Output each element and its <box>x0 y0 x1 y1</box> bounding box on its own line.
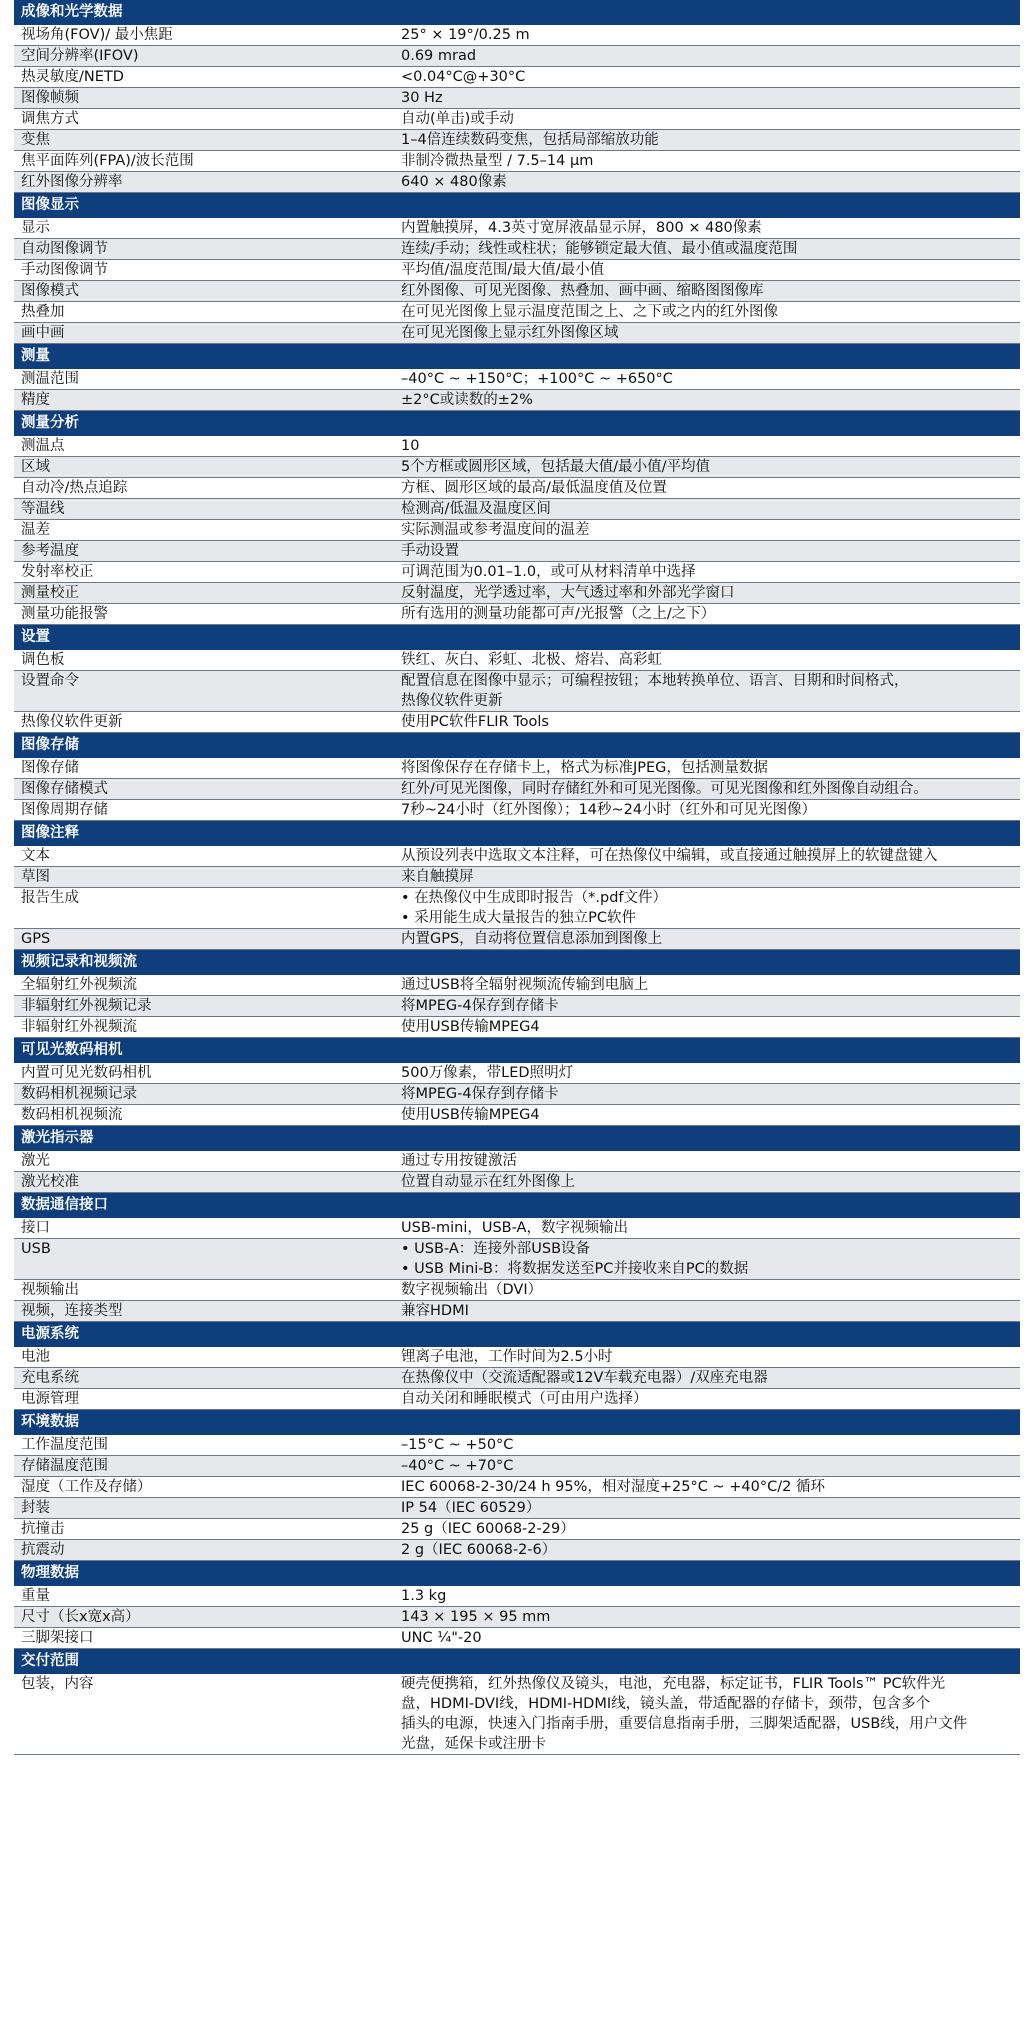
spec-value <box>401 1301 1020 1321</box>
spec-row <box>14 1674 1020 1755</box>
spec-value-line: 自动(单击)或手动 <box>401 111 514 127</box>
spec-value-line: 7秒~24小时（红外图像）；14秒~24小时（红外和可见光图像） <box>401 802 817 818</box>
spec-row <box>14 888 1020 929</box>
spec-label: 发射率校正 <box>21 564 94 580</box>
spec-value-line: 手动设置 <box>401 543 459 559</box>
spec-value-line: 内置触摸屏，4.3英寸宽屏液晶显示屏，800 × 480像素 <box>401 220 762 236</box>
spec-value <box>401 1435 1020 1455</box>
section-header: 图像存储 <box>14 733 1020 758</box>
spec-value <box>401 1063 1020 1083</box>
spec-value-line: 143 × 195 × 95 mm <box>401 1609 551 1625</box>
spec-value <box>401 1674 1020 1754</box>
spec-row <box>14 1218 1020 1239</box>
spec-row <box>14 1628 1020 1649</box>
spec-value <box>401 281 1020 301</box>
spec-value-line: 检测高/低温及温度区间 <box>401 501 551 517</box>
spec-value-line: 10 <box>401 438 420 454</box>
spec-value <box>401 888 1020 928</box>
spec-label: 工作温度范围 <box>21 1437 108 1453</box>
spec-row <box>14 478 1020 499</box>
spec-value-line: 将图像保存在存储卡上，格式为标准JPEG，包括测量数据 <box>401 760 768 776</box>
spec-value-line: 使用USB传输MPEG4 <box>401 1107 540 1123</box>
spec-row <box>14 671 1020 712</box>
spec-row <box>14 151 1020 172</box>
spec-value-line: 25° × 19°/0.25 m <box>401 27 530 43</box>
spec-row <box>14 1105 1020 1126</box>
spec-value <box>401 867 1020 887</box>
spec-value-line: 1–4倍连续数码变焦，包括局部缩放功能 <box>401 132 659 148</box>
spec-value <box>401 457 1020 477</box>
section-header: 环境数据 <box>14 1410 1020 1435</box>
spec-label: 画中画 <box>21 325 65 341</box>
spec-row <box>14 260 1020 281</box>
spec-value-line: 将MPEG-4保存到存储卡 <box>401 998 559 1014</box>
spec-value <box>401 975 1020 995</box>
spec-row <box>14 1347 1020 1368</box>
spec-row <box>14 1477 1020 1498</box>
spec-label: 非辐射红外视频记录 <box>21 998 152 1014</box>
spec-value <box>401 88 1020 108</box>
spec-label: 三脚架接口 <box>21 1630 94 1646</box>
spec-value <box>401 996 1020 1016</box>
spec-value-line: 640 × 480像素 <box>401 174 507 190</box>
spec-value-line: 内置GPS，自动将位置信息添加到图像上 <box>401 931 663 947</box>
spec-value-line: 来自触摸屏 <box>401 869 474 885</box>
spec-label: 存储温度范围 <box>21 1458 108 1474</box>
spec-value <box>401 800 1020 820</box>
spec-row <box>14 67 1020 88</box>
spec-label: 激光 <box>21 1153 50 1169</box>
spec-value-line: 从预设列表中选取文本注释，可在热像仪中编辑，或直接通过触摸屏上的软键盘键入 <box>401 848 938 864</box>
spec-value <box>401 390 1020 410</box>
spec-row <box>14 996 1020 1017</box>
spec-label: 变焦 <box>21 132 50 148</box>
spec-value-line: 在热像仪中（交流适配器或12V车载充电器）/双座充电器 <box>401 1370 768 1386</box>
spec-value-line: 位置自动显示在红外图像上 <box>401 1174 575 1190</box>
spec-label: 文本 <box>21 848 50 864</box>
spec-label: 热灵敏度/NETD <box>21 69 124 85</box>
spec-value-line: 自动关闭和睡眠模式（可由用户选择） <box>401 1391 648 1407</box>
spec-label: 温差 <box>21 522 50 538</box>
spec-row <box>14 1389 1020 1410</box>
spec-value-line: –40°C ~ +70°C <box>401 1458 514 1474</box>
spec-value <box>401 846 1020 866</box>
spec-label: 接口 <box>21 1220 50 1236</box>
spec-row <box>14 1280 1020 1301</box>
spec-label: 测温点 <box>21 438 65 454</box>
spec-label: 数码相机视频流 <box>21 1107 123 1123</box>
spec-value-line: 硬壳便携箱，红外热像仪及镜头，电池，充电器，标定证书，FLIR Tools™ PC软件光 <box>401 1676 946 1692</box>
spec-value-line: ±2°C或读数的±2% <box>401 392 533 408</box>
spec-row <box>14 800 1020 821</box>
spec-row <box>14 1586 1020 1607</box>
spec-label: 图像周期存储 <box>21 802 108 818</box>
spec-row <box>14 583 1020 604</box>
spec-value <box>401 218 1020 238</box>
spec-row <box>14 1301 1020 1322</box>
spec-value <box>401 260 1020 280</box>
spec-value <box>401 46 1020 66</box>
spec-label: 非辐射红外视频流 <box>21 1019 137 1035</box>
spec-row <box>14 1456 1020 1477</box>
spec-label: 测温范围 <box>21 371 79 387</box>
spec-label: 电源管理 <box>21 1391 79 1407</box>
spec-value-line: • USB Mini-B：将数据发送至PC并接收来自PC的数据 <box>401 1261 749 1277</box>
spec-row <box>14 650 1020 671</box>
spec-value <box>401 541 1020 561</box>
spec-row <box>14 109 1020 130</box>
spec-row <box>14 929 1020 950</box>
spec-value-line: 5个方框或圆形区域，包括最大值/最小值/平均值 <box>401 459 710 475</box>
spec-label: 湿度（工作及存储） <box>21 1479 152 1495</box>
section-header: 测量 <box>14 344 1020 369</box>
spec-value <box>401 1017 1020 1037</box>
spec-label: 报告生成 <box>21 890 79 906</box>
spec-value-line: • 在热像仪中生成即时报告（*.pdf文件） <box>401 890 668 906</box>
spec-label: 封装 <box>21 1500 50 1516</box>
spec-row <box>14 436 1020 457</box>
spec-value <box>401 1172 1020 1192</box>
spec-label: 包装，内容 <box>21 1676 94 1692</box>
spec-value-line: 通过专用按键激活 <box>401 1153 517 1169</box>
spec-row <box>14 1368 1020 1389</box>
spec-value <box>401 109 1020 129</box>
spec-value <box>401 929 1020 949</box>
spec-value <box>401 1456 1020 1476</box>
spec-row <box>14 1498 1020 1519</box>
spec-label: 自动冷/热点追踪 <box>21 480 128 496</box>
spec-label: 视场角(FOV)/ 最小焦距 <box>21 27 173 43</box>
spec-value <box>401 1607 1020 1627</box>
spec-row <box>14 369 1020 390</box>
spec-row <box>14 758 1020 779</box>
section-header: 激光指示器 <box>14 1126 1020 1151</box>
spec-value <box>401 671 1020 711</box>
spec-value <box>401 130 1020 150</box>
spec-value <box>401 478 1020 498</box>
spec-label: 调色板 <box>21 652 65 668</box>
spec-value-line: 数字视频输出（DVI） <box>401 1282 543 1298</box>
spec-value-line: 将MPEG-4保存到存储卡 <box>401 1086 559 1102</box>
spec-value-line: 热像仪软件更新 <box>401 693 503 709</box>
spec-value <box>401 436 1020 456</box>
spec-label: 尺寸（长x宽x高） <box>21 1609 140 1625</box>
spec-label: 显示 <box>21 220 50 236</box>
section-header: 设置 <box>14 625 1020 650</box>
spec-value <box>401 1280 1020 1300</box>
spec-value-line: 2 g（IEC 60068-2-6） <box>401 1542 557 1558</box>
spec-row <box>14 1519 1020 1540</box>
spec-row <box>14 499 1020 520</box>
spec-value-line: 在可见光图像上显示温度范围之上、之下或之内的红外图像 <box>401 304 778 320</box>
spec-value-line: 红外/可见光图像，同时存储红外和可见光图像。可见光图像和红外图像自动组合。 <box>401 781 928 797</box>
spec-row <box>14 867 1020 888</box>
spec-row <box>14 46 1020 67</box>
spec-label: 调焦方式 <box>21 111 79 127</box>
spec-value-line: 通过USB将全辐射视频流传输到电脑上 <box>401 977 649 993</box>
spec-label: 内置可见光数码相机 <box>21 1065 152 1081</box>
spec-label: 等温线 <box>21 501 65 517</box>
spec-value-line: –40°C ~ +150°C；+100°C ~ +650°C <box>401 371 673 387</box>
spec-row <box>14 218 1020 239</box>
spec-label: 重量 <box>21 1588 50 1604</box>
spec-label: 热像仪软件更新 <box>21 714 123 730</box>
spec-value <box>401 1540 1020 1560</box>
section-header: 电源系统 <box>14 1322 1020 1347</box>
spec-value-line: 使用PC软件FLIR Tools <box>401 714 549 730</box>
spec-row <box>14 1540 1020 1561</box>
spec-value-line: 1.3 kg <box>401 1588 447 1604</box>
spec-value <box>401 604 1020 624</box>
section-header: 测量分析 <box>14 411 1020 436</box>
spec-label: 图像模式 <box>21 283 79 299</box>
spec-value-line: 铁红、灰白、彩虹、北极、熔岩、高彩虹 <box>401 652 662 668</box>
spec-value-line: 锂离子电池，工作时间为2.5小时 <box>401 1349 613 1365</box>
spec-label: 设置命令 <box>21 673 79 689</box>
spec-value <box>401 1389 1020 1409</box>
spec-row <box>14 457 1020 478</box>
spec-value-line: 方框、圆形区域的最高/最低温度值及位置 <box>401 480 667 496</box>
spec-label: 抗震动 <box>21 1542 65 1558</box>
spec-label: 热叠加 <box>21 304 65 320</box>
section-header: 成像和光学数据 <box>14 0 1020 25</box>
spec-label: 区域 <box>21 459 50 475</box>
section-header: 图像显示 <box>14 193 1020 218</box>
spec-value-line: 红外图像、可见光图像、热叠加、画中画、缩略图图像库 <box>401 283 764 299</box>
spec-label: 空间分辨率(IFOV) <box>21 48 139 64</box>
spec-label: GPS <box>21 931 51 947</box>
spec-label: 全辐射红外视频流 <box>21 977 137 993</box>
spec-row <box>14 1172 1020 1193</box>
spec-row <box>14 520 1020 541</box>
spec-value <box>401 583 1020 603</box>
spec-label: 电池 <box>21 1349 50 1365</box>
spec-value <box>401 25 1020 45</box>
spec-label: 焦平面阵列(FPA)/波长范围 <box>21 153 194 169</box>
spec-value-line: 所有选用的测量功能都可声/光报警（之上/之下） <box>401 606 716 622</box>
spec-label: 草图 <box>21 869 50 885</box>
spec-value <box>401 1347 1020 1367</box>
spec-value-line: 在可见光图像上显示红外图像区域 <box>401 325 619 341</box>
spec-row <box>14 604 1020 625</box>
spec-label: 数码相机视频记录 <box>21 1086 137 1102</box>
section-header: 物理数据 <box>14 1561 1020 1586</box>
spec-row <box>14 541 1020 562</box>
spec-value-line: –15°C ~ +50°C <box>401 1437 514 1453</box>
spec-value <box>401 151 1020 171</box>
spec-row <box>14 779 1020 800</box>
spec-value <box>401 1477 1020 1497</box>
spec-row <box>14 975 1020 996</box>
spec-value <box>401 239 1020 259</box>
spec-value-line: 连续/手动；线性或柱状；能够锁定最大值、最小值或温度范围 <box>401 241 798 257</box>
spec-value-line: 使用USB传输MPEG4 <box>401 1019 540 1035</box>
spec-label: 精度 <box>21 392 50 408</box>
section-header: 数据通信接口 <box>14 1193 1020 1218</box>
spec-label: 自动图像调节 <box>21 241 108 257</box>
spec-value <box>401 1218 1020 1238</box>
spec-row <box>14 239 1020 260</box>
spec-value-line: IEC 60068-2-30/24 h 95%，相对湿度+25°C ~ +40°C/2 循环 <box>401 1479 825 1495</box>
spec-row <box>14 1151 1020 1172</box>
spec-value <box>401 1151 1020 1171</box>
spec-row <box>14 390 1020 411</box>
spec-value-line: 0.69 mrad <box>401 48 477 64</box>
spec-value <box>401 1239 1020 1279</box>
spec-row <box>14 846 1020 867</box>
spec-label: 激光校准 <box>21 1174 79 1190</box>
spec-row <box>14 130 1020 151</box>
spec-value <box>401 302 1020 322</box>
spec-row <box>14 1084 1020 1105</box>
spec-value-line: 配置信息在图像中显示；可编程按钮；本地转换单位、语言、日期和时间格式， <box>401 673 909 689</box>
spec-label: USB <box>21 1241 51 1257</box>
spec-value-line: 25 g（IEC 60068-2-29） <box>401 1521 575 1537</box>
spec-value-line: • 采用能生成大量报告的独立PC软件 <box>401 910 637 926</box>
spec-value-line: 可调范围为0.01–1.0，或可从材料清单中选择 <box>401 564 696 580</box>
spec-value-line: UNC ¼"-20 <box>401 1630 482 1646</box>
spec-value <box>401 562 1020 582</box>
spec-value <box>401 1498 1020 1518</box>
spec-value <box>401 499 1020 519</box>
spec-row <box>14 1017 1020 1038</box>
spec-value-line: 500万像素，带LED照明灯 <box>401 1065 574 1081</box>
spec-row <box>14 562 1020 583</box>
spec-value-line: 光盘，延保卡或注册卡 <box>401 1736 546 1752</box>
spec-label: 充电系统 <box>21 1370 79 1386</box>
spec-value <box>401 1519 1020 1539</box>
spec-value <box>401 67 1020 87</box>
spec-label: 视频输出 <box>21 1282 79 1298</box>
spec-value-line: 反射温度，光学透过率，大气透过率和外部光学窗口 <box>401 585 735 601</box>
spec-value <box>401 712 1020 732</box>
spec-row <box>14 302 1020 323</box>
spec-label: 视频，连接类型 <box>21 1303 123 1319</box>
spec-row <box>14 712 1020 733</box>
spec-label: 测量功能报警 <box>21 606 108 622</box>
section-header: 图像注释 <box>14 821 1020 846</box>
spec-label: 图像存储 <box>21 760 79 776</box>
spec-label: 抗撞击 <box>21 1521 65 1537</box>
spec-label: 图像存储模式 <box>21 781 108 797</box>
spec-value <box>401 172 1020 192</box>
spec-value <box>401 1105 1020 1125</box>
spec-label: 手动图像调节 <box>21 262 108 278</box>
spec-value-line: 插头的电源，快速入门指南手册，重要信息指南手册，三脚架适配器，USB线，用户文件 <box>401 1716 968 1732</box>
spec-row <box>14 1239 1020 1280</box>
spec-value-line: IP 54（IEC 60529） <box>401 1500 541 1516</box>
section-header: 交付范围 <box>14 1649 1020 1674</box>
spec-value <box>401 1586 1020 1606</box>
spec-value <box>401 779 1020 799</box>
spec-value <box>401 758 1020 778</box>
spec-value-line: 30 Hz <box>401 90 443 106</box>
spec-label: 图像帧频 <box>21 90 79 106</box>
spec-row <box>14 323 1020 344</box>
spec-sheet <box>14 0 1020 1755</box>
spec-row <box>14 1607 1020 1628</box>
spec-value <box>401 1628 1020 1648</box>
spec-row <box>14 88 1020 109</box>
spec-row <box>14 25 1020 46</box>
spec-value <box>401 369 1020 389</box>
spec-value-line: 实际测温或参考温度间的温差 <box>401 522 590 538</box>
spec-row <box>14 1063 1020 1084</box>
spec-row <box>14 281 1020 302</box>
spec-row <box>14 1435 1020 1456</box>
section-header: 可见光数码相机 <box>14 1038 1020 1063</box>
spec-value <box>401 1368 1020 1388</box>
spec-value-line: • USB-A：连接外部USB设备 <box>401 1241 591 1257</box>
spec-value-line: USB-mini，USB-A，数字视频输出 <box>401 1220 628 1236</box>
spec-value <box>401 520 1020 540</box>
spec-value-line: 兼容HDMI <box>401 1303 469 1319</box>
section-header: 视频记录和视频流 <box>14 950 1020 975</box>
spec-value-line: <0.04°C@+30°C <box>401 69 526 85</box>
spec-value <box>401 323 1020 343</box>
spec-row <box>14 172 1020 193</box>
spec-label: 测量校正 <box>21 585 79 601</box>
spec-value-line: 平均值/温度范围/最大值/最小值 <box>401 262 605 278</box>
spec-value <box>401 1084 1020 1104</box>
spec-value-line: 盘，HDMI-DVI线，HDMI-HDMI线，镜头盖，带适配器的存储卡，颈带，包含多个 <box>401 1696 931 1712</box>
spec-label: 红外图像分辨率 <box>21 174 123 190</box>
spec-label: 参考温度 <box>21 543 79 559</box>
spec-value <box>401 650 1020 670</box>
spec-value-line: 非制冷微热量型 / 7.5–14 μm <box>401 153 594 169</box>
